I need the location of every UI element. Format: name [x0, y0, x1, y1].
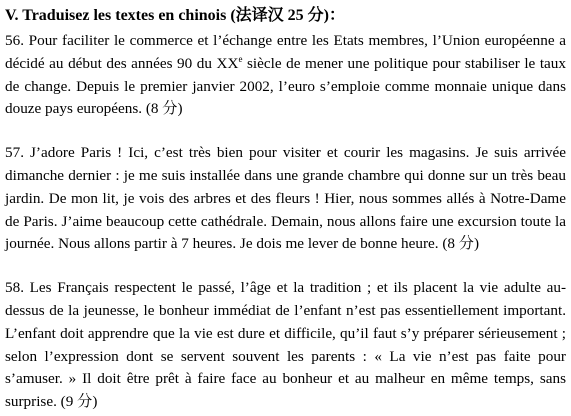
- exercise-56: [5, 30, 566, 121]
- exercise-58: 58. Les Français respectent le passé, l’âge et la tradition ; et ils placent la vie adulte au-dessus de la jeunesse, le bonheur immédiat de l’enfant n’est pas essentiellement important. L’enfant doit apprendre que la vie est dure et difficile, qu’il faut s’y préparer sérieusement ; selon l’expression dont se servent souvent les parents : « La vie n’est pas faite pour s’amuser. » Il doit être prêt à faire face au bonheur et au malheur en même temps, sans surprise. (9 分): [5, 279, 566, 411]
- section-heading: V. Traduisez les textes en chinois (法译汉 25 分)：: [5, 7, 345, 24]
- exercise-57: 57. J’adore Paris ! Ici, c’est très bien pour visiter et courir les magasins. Je suis arrivée dimanche dernier : je me suis installée dans une grande chambre qui donne sur un très beau jardin. De mon lit, je vois des arbres et des fleurs ! Hier, nous sommes allés à Notre-Dame de Paris. J’aime beaucoup cette cathédrale. Demain, nous allons faire une excursion toute la journée. Nous allons partir à 7 heures. Je dois me lever de bonne heure. (8 分): [5, 144, 566, 253]
- exercise-56-text-part2: siècle de mener une politique pour stabiliser le taux de change. Depuis le premier janvier 2002, l’euro s’emploie comme monnaie unique dans douze pays européens. (8 分): [5, 54, 566, 118]
- exercise-56-text-part1: 56. Pour faciliter le commerce et l’échange entre les Etats membres, l’Union européenne a décidé au début des années 90 du XX: [5, 32, 566, 72]
- exercise-56-superscript: e: [238, 53, 243, 64]
